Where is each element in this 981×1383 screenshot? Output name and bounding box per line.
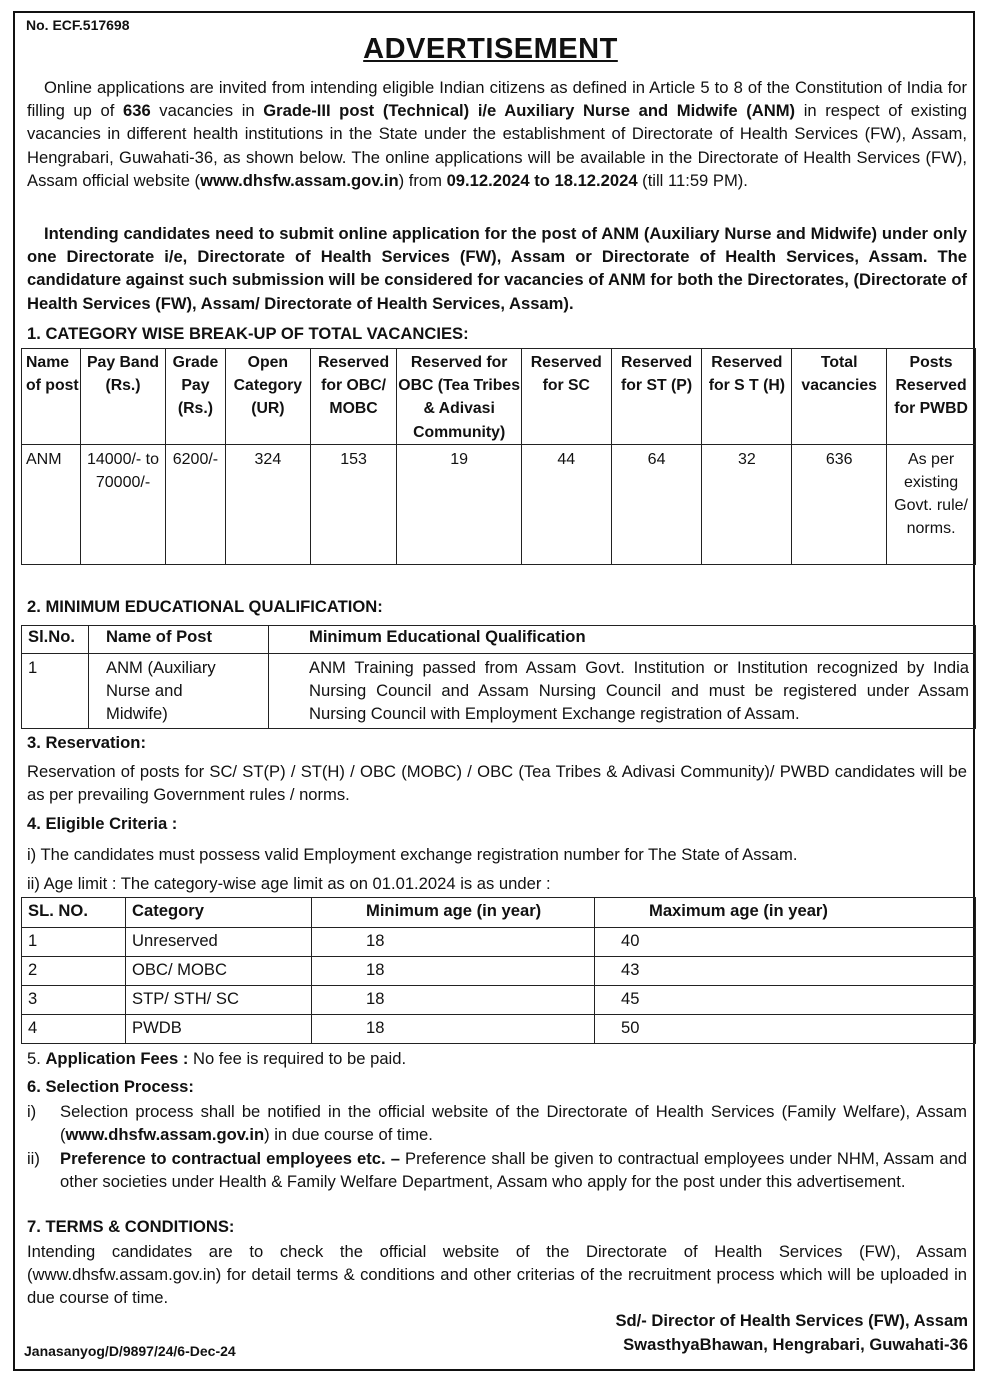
header-max-age: Maximum age (in year) xyxy=(595,898,976,928)
cell-category: STP/ STH/ SC xyxy=(126,986,312,1015)
vacancy-count: 636 xyxy=(122,101,151,121)
header-name-of-post: Name of Post xyxy=(89,626,269,654)
age-row xyxy=(22,1015,976,1044)
header-grade-pay: Grade Pay (Rs.) xyxy=(165,349,225,445)
item-text xyxy=(60,1147,967,1193)
section5-heading: Application Fees : xyxy=(45,1049,189,1068)
cell-sl-no: 1 xyxy=(22,928,126,957)
item-number: i) xyxy=(27,1102,37,1121)
selection-item-2 xyxy=(27,1147,967,1217)
intro-text: ) from xyxy=(398,170,447,190)
cell-sl-no: 1 xyxy=(22,654,89,729)
cell-max-age: 50 xyxy=(595,1015,976,1044)
cell-max-age: 45 xyxy=(595,986,976,1015)
section2-heading: 2. MINIMUM EDUCATIONAL QUALIFICATION: xyxy=(27,597,383,616)
cell-st-p: 64 xyxy=(611,444,702,564)
eligibility-item-1: i) The candidates must possess valid Employment exchange registration number for The State of Assam. xyxy=(27,845,798,864)
cell-category: Unreserved xyxy=(126,928,312,957)
section5-number: 5. xyxy=(27,1049,46,1068)
item-number: ii) xyxy=(27,1149,40,1168)
reservation-text: Reservation of posts for SC/ ST(P) / ST(H) / OBC (MOBC) / OBC (Tea Tribes & Adivasi Community)/ PWBD candidates will be as per prevailing Government rules / norms. xyxy=(27,762,967,805)
cell-open-category: 324 xyxy=(226,444,311,564)
header-sl-no: SL. NO. xyxy=(22,898,126,928)
vacancy-row xyxy=(22,444,976,564)
cell-category: PWDB xyxy=(126,1015,312,1044)
website-link[interactable]: www.dhsfw.assam.gov.in xyxy=(200,170,399,190)
instruction-paragraph: Intending candidates need to submit online application for the post of ANM (Auxiliary Nurse and Midwife) under only one Directorate i/e, Directorate of Health Services (FW), Assam or Directorate of Health Services, Assam. The candidature against such submission will be considered for vacancies of ANM for both the Directorates, (Directorate of Health Services (FW), Assam/ Directorate of Health Services, Assam). xyxy=(27,224,967,313)
cell-category: OBC/ MOBC xyxy=(126,957,312,986)
cell-sl-no: 3 xyxy=(22,986,126,1015)
website-link[interactable]: www.dhsfw.assam.gov.in xyxy=(65,1125,265,1145)
preference-heading: Preference to contractual employees etc. – xyxy=(60,1149,400,1168)
intro-text: Online applications are invited from intending eligible Indian citizens as defined in Article 5 to 8 of the Constitution of India for filling up of xyxy=(27,78,967,121)
cell-post: ANM xyxy=(22,444,81,564)
application-dates: 09.12.2024 to 18.12.2024 xyxy=(446,170,638,190)
qualification-row xyxy=(22,654,976,729)
header-sl-no: Sl.No. xyxy=(22,626,89,654)
cell-total: 636 xyxy=(792,444,887,564)
selection-text: ) in due course of time. xyxy=(264,1125,433,1145)
cell-min-age: 18 xyxy=(312,986,595,1015)
header-obc-tea-tribes: Reserved for OBC (Tea Tribes & Adivasi Community) xyxy=(397,349,521,445)
cell-obc-tea-tribes: 19 xyxy=(397,444,521,564)
header-open-category: Open Category (UR) xyxy=(226,349,311,445)
cell-min-age: 18 xyxy=(312,957,595,986)
cell-max-age: 40 xyxy=(595,928,976,957)
header-total-vacancies: Total vacancies xyxy=(792,349,887,445)
cell-pwbd: As per existing Govt. rule/ norms. xyxy=(887,444,976,564)
header-qualification: Minimum Educational Qualification xyxy=(269,626,976,654)
page-title: ADVERTISEMENT xyxy=(363,33,618,65)
section7-heading: 7. TERMS & CONDITIONS: xyxy=(27,1217,235,1236)
intro-text: in respect of existing vacancies in different health institutions in the State under the establishment of Directorate of Health Services (FW), Assam, Hengrabari, Guwahati-36, as shown below. The online applications will be available in the Directorate of Health Services (FW), Assam official website ( xyxy=(27,101,967,190)
post-name: Grade-III post (Technical) i/e Auxiliary Nurse and Midwife (ANM) xyxy=(263,101,796,121)
signature-line-1: Sd/- Director of Health Services (FW), Assam xyxy=(615,1311,968,1330)
intro-paragraph xyxy=(27,76,967,192)
section5-text: No fee is required to be paid. xyxy=(188,1049,407,1068)
cell-sl-no: 4 xyxy=(22,1015,126,1044)
cell-obc-mobc: 153 xyxy=(310,444,397,564)
age-limit-table xyxy=(21,897,976,1044)
cell-sc: 44 xyxy=(521,444,611,564)
header-pwbd: Posts Reserved for PWBD xyxy=(887,349,976,445)
cell-max-age: 43 xyxy=(595,957,976,986)
vacancy-table xyxy=(21,348,976,565)
header-st-p: Reserved for ST (P) xyxy=(611,349,702,445)
header-st-h: Reserved for S T (H) xyxy=(702,349,792,445)
section6-heading: 6. Selection Process: xyxy=(27,1077,194,1096)
age-row xyxy=(22,928,976,957)
cell-sl-no: 2 xyxy=(22,957,126,986)
qualification-table xyxy=(21,625,976,729)
section4-heading: 4. Eligible Criteria : xyxy=(27,814,178,833)
application-fees xyxy=(27,1047,967,1070)
cell-grade-pay: 6200/- xyxy=(165,444,225,564)
item-text xyxy=(60,1100,967,1146)
header-category: Category xyxy=(126,898,312,928)
vacancy-header-row xyxy=(22,349,976,445)
terms-text: Intending candidates are to check the official website of the Directorate of Health Services (FW), Assam (www.dhsfw.assam.gov.in) for detail terms & conditions and other criterias of the recruitment process which will be uploaded in due course of time. xyxy=(27,1242,967,1308)
header-name-of-post: Name of post xyxy=(22,349,81,445)
cell-min-age: 18 xyxy=(312,1015,595,1044)
selection-item-1 xyxy=(27,1100,967,1146)
age-row xyxy=(22,986,976,1015)
header-sc: Reserved for SC xyxy=(521,349,611,445)
selection-text: Selection process shall be notified in the official website of the Directorate of Health Services (Family Welfare), Assam ( xyxy=(60,1102,967,1145)
intro-text: vacancies in xyxy=(150,101,264,121)
cell-qualification: ANM Training passed from Assam Govt. Institution or Institution recognized by India Nursing Council and Assam Nursing Council and must be registered under Assam Nursing Council with Employment Exchange registration of Assam. xyxy=(269,654,976,729)
section1-heading: 1. CATEGORY WISE BREAK-UP OF TOTAL VACANCIES: xyxy=(27,324,469,343)
signature-line-2: SwasthyaBhawan, Hengrabari, Guwahati-36 xyxy=(623,1335,968,1354)
footer-code: Janasanyog/D/9897/24/6-Dec-24 xyxy=(24,1343,236,1359)
age-header-row xyxy=(22,898,976,928)
header-obc-mobc: Reserved for OBC/ MOBC xyxy=(310,349,397,445)
cell-post-name: ANM (Auxiliary Nurse and Midwife) xyxy=(89,654,269,729)
cell-pay-band: 14000/- to 70000/- xyxy=(81,444,166,564)
cell-st-h: 32 xyxy=(702,444,792,564)
age-row xyxy=(22,957,976,986)
cell-min-age: 18 xyxy=(312,928,595,957)
qualification-header-row xyxy=(22,626,976,654)
header-pay-band: Pay Band (Rs.) xyxy=(81,349,166,445)
intro-text: (till 11:59 PM). xyxy=(637,170,748,190)
section3-heading: 3. Reservation: xyxy=(27,733,146,752)
reference-number: No. ECF.517698 xyxy=(26,17,130,33)
header-min-age: Minimum age (in year) xyxy=(312,898,595,928)
preference-text: Preference shall be given to contractual employees under NHM, Assam and other societies under Health & Family Welfare Department, Assam who apply for the post under this advertisement. xyxy=(60,1149,968,1192)
eligibility-item-2: ii) Age limit : The category-wise age limit as on 01.01.2024 is as under : xyxy=(27,874,551,893)
